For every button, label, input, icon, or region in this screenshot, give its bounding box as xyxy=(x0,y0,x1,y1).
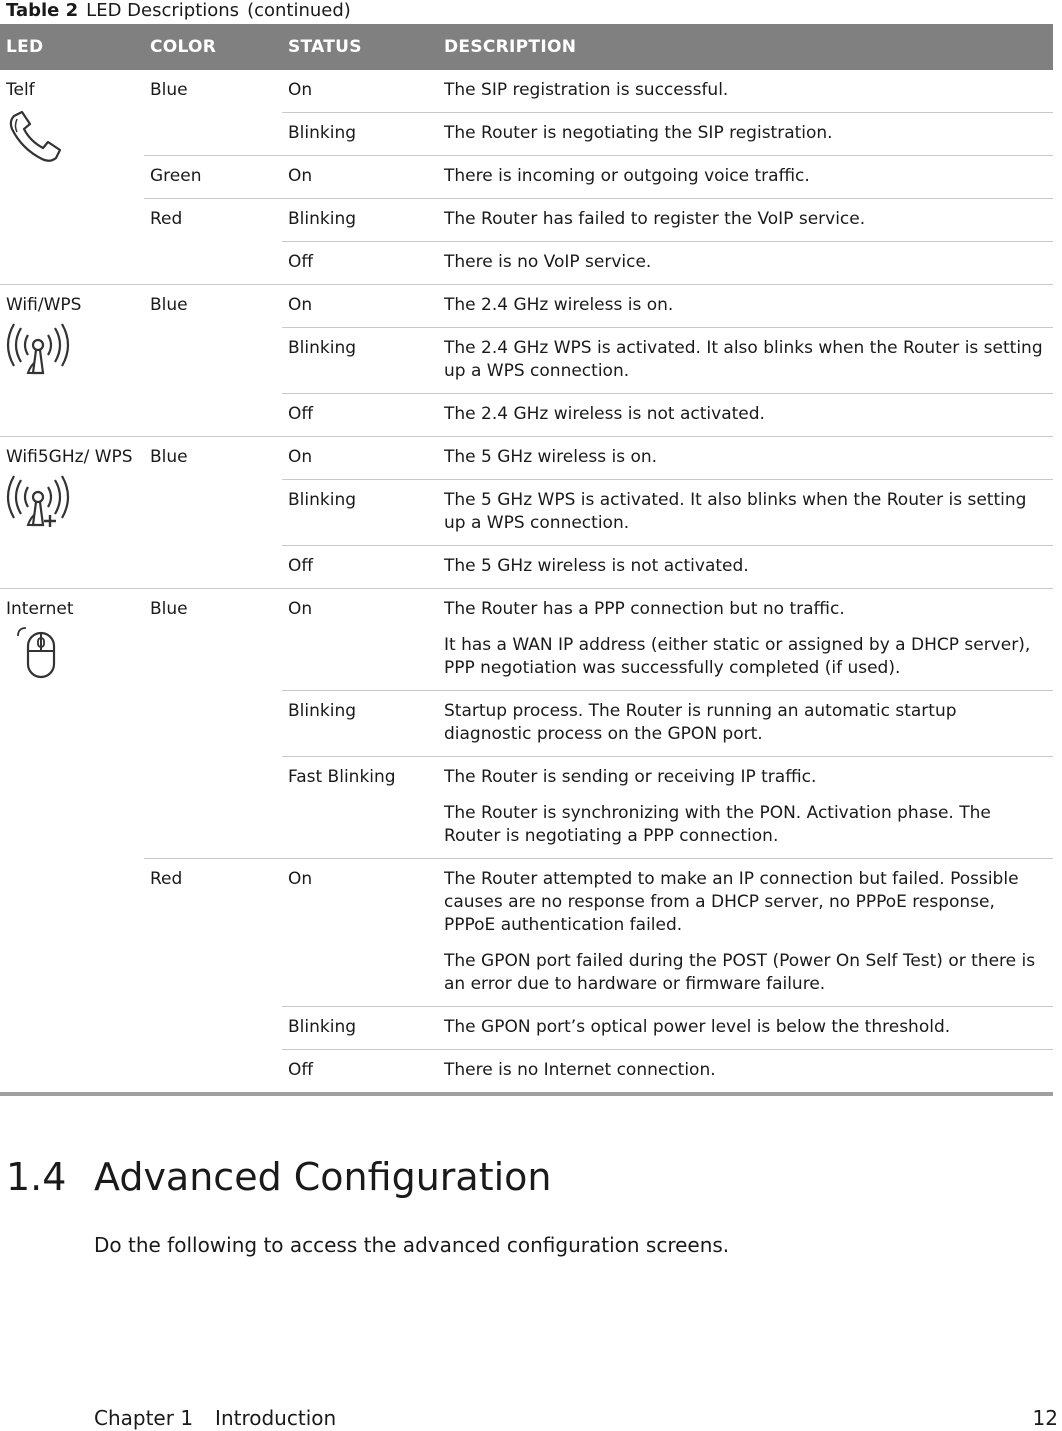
status-cell: Off xyxy=(282,1050,438,1095)
description-cell xyxy=(438,199,1053,242)
description-cell xyxy=(438,480,1053,546)
description-cell xyxy=(438,156,1053,199)
color-cell: Blue xyxy=(144,285,282,437)
status-cell: Blinking xyxy=(282,328,438,394)
color-cell: Blue xyxy=(144,437,282,589)
led-name-cell xyxy=(0,437,144,589)
description-cell xyxy=(438,113,1053,156)
description-text: The 5 GHz wireless is on. xyxy=(444,447,658,467)
description-text: There is no Internet connection. xyxy=(444,1060,716,1080)
description-cell xyxy=(438,394,1053,437)
description-text: There is incoming or outgoing voice traffic. xyxy=(444,166,810,186)
section-number: 1.4 xyxy=(6,1155,67,1199)
status-cell: Off xyxy=(282,242,438,285)
description-text: There is no VoIP service. xyxy=(444,252,652,272)
table-row xyxy=(0,70,1053,113)
description-text: The SIP registration is successful. xyxy=(444,80,729,100)
description-cell xyxy=(438,1050,1053,1095)
description-cell xyxy=(438,691,1053,757)
led-name: Wifi5GHz/ WPS xyxy=(6,447,133,467)
footer-chapter xyxy=(94,1405,336,1431)
status-cell: On xyxy=(282,859,438,1007)
color-cell: Blue xyxy=(144,70,282,156)
table-caption-continued: (continued) xyxy=(247,0,351,21)
description-text: Startup process. The Router is running an automatic startup diagnostic process on the GPON port. xyxy=(444,701,957,744)
table-caption-label: Table 2 xyxy=(6,0,79,21)
status-cell: On xyxy=(282,589,438,691)
led-name-cell xyxy=(0,285,144,437)
section-body-text: Do the following to access the advanced configuration screens. xyxy=(94,1233,730,1257)
header-led: LED xyxy=(0,24,144,70)
status-cell: On xyxy=(282,285,438,328)
header-color: COLOR xyxy=(144,24,282,70)
page-number: 12 xyxy=(1032,1406,1058,1430)
led-descriptions-table xyxy=(0,24,1053,1096)
table-row xyxy=(0,285,1053,328)
status-cell: Blinking xyxy=(282,113,438,156)
status-cell: Off xyxy=(282,546,438,589)
description-text: The 2.4 GHz wireless is not activated. xyxy=(444,404,765,424)
description-text: The Router is negotiating the SIP registration. xyxy=(444,123,833,143)
color-cell: Blue xyxy=(144,589,282,859)
description-text: The 5 GHz wireless is not activated. xyxy=(444,556,749,576)
color-cell: Green xyxy=(144,156,282,199)
footer-chapter-number: Chapter 1 xyxy=(94,1406,194,1430)
description-cell xyxy=(438,1007,1053,1050)
description-text: The Router has failed to register the VoIP service. xyxy=(444,209,866,229)
description-cell xyxy=(438,285,1053,328)
status-cell: Off xyxy=(282,394,438,437)
section-heading xyxy=(6,1153,551,1201)
wifi-5ghz-wps-icon xyxy=(6,475,138,544)
description-text: The Router is synchronizing with the PON. Activation phase. The Router is negotiating a PPP connection. xyxy=(444,803,991,846)
table-header-row xyxy=(0,24,1053,70)
color-cell: Red xyxy=(144,859,282,1095)
status-cell: On xyxy=(282,156,438,199)
description-text: The GPON port’s optical power level is below the threshold. xyxy=(444,1017,951,1037)
description-text: The Router attempted to make an IP connection but failed. Possible causes are no response from a DHCP server, no PPPoE response, PPPoE authentication failed. xyxy=(444,869,1019,935)
status-cell: Blinking xyxy=(282,199,438,242)
description-cell xyxy=(438,546,1053,589)
description-cell xyxy=(438,589,1053,691)
description-text: The Router has a PPP connection but no traffic. xyxy=(444,599,845,619)
table-caption xyxy=(6,0,351,22)
table-caption-title: LED Descriptions xyxy=(86,0,240,21)
description-text: The GPON port failed during the POST (Power On Self Test) or there is an error due to hardware or firmware failure. xyxy=(444,951,1036,994)
description-cell xyxy=(438,242,1053,285)
internet-mouse-icon xyxy=(6,627,138,690)
table-row xyxy=(0,437,1053,480)
led-name: Telf xyxy=(6,80,35,100)
table-row xyxy=(0,156,1053,199)
table-body xyxy=(0,70,1053,1094)
color-cell: Red xyxy=(144,199,282,285)
led-name-cell xyxy=(0,70,144,285)
footer-chapter-title: Introduction xyxy=(215,1406,337,1430)
table-row xyxy=(0,859,1053,1007)
description-cell xyxy=(438,757,1053,859)
led-name: Wifi/WPS xyxy=(6,295,82,315)
description-cell xyxy=(438,70,1053,113)
description-cell xyxy=(438,328,1053,394)
table-row xyxy=(0,589,1053,691)
status-cell: Blinking xyxy=(282,480,438,546)
status-cell: Blinking xyxy=(282,1007,438,1050)
status-cell: On xyxy=(282,437,438,480)
phone-icon xyxy=(6,108,138,173)
description-text: The Router is sending or receiving IP traffic. xyxy=(444,767,817,787)
description-text: It has a WAN IP address (either static or assigned by a DHCP server), PPP negotiation was successfully completed (if used). xyxy=(444,635,1031,678)
section-title: Advanced Configuration xyxy=(94,1155,552,1199)
description-text: The 2.4 GHz WPS is activated. It also blinks when the Router is setting up a WPS connection. xyxy=(444,338,1043,381)
status-cell: Fast Blinking xyxy=(282,757,438,859)
table-row xyxy=(0,199,1053,242)
description-cell xyxy=(438,859,1053,1007)
header-status: STATUS xyxy=(282,24,438,70)
description-text: The 5 GHz WPS is activated. It also blinks when the Router is setting up a WPS connection. xyxy=(444,490,1027,533)
wifi-wps-icon xyxy=(6,323,138,392)
status-cell: On xyxy=(282,70,438,113)
led-name-cell xyxy=(0,589,144,1095)
description-text: The 2.4 GHz wireless is on. xyxy=(444,295,674,315)
led-name: Internet xyxy=(6,599,74,619)
status-cell: Blinking xyxy=(282,691,438,757)
header-description: DESCRIPTION xyxy=(438,24,1053,70)
description-cell xyxy=(438,437,1053,480)
